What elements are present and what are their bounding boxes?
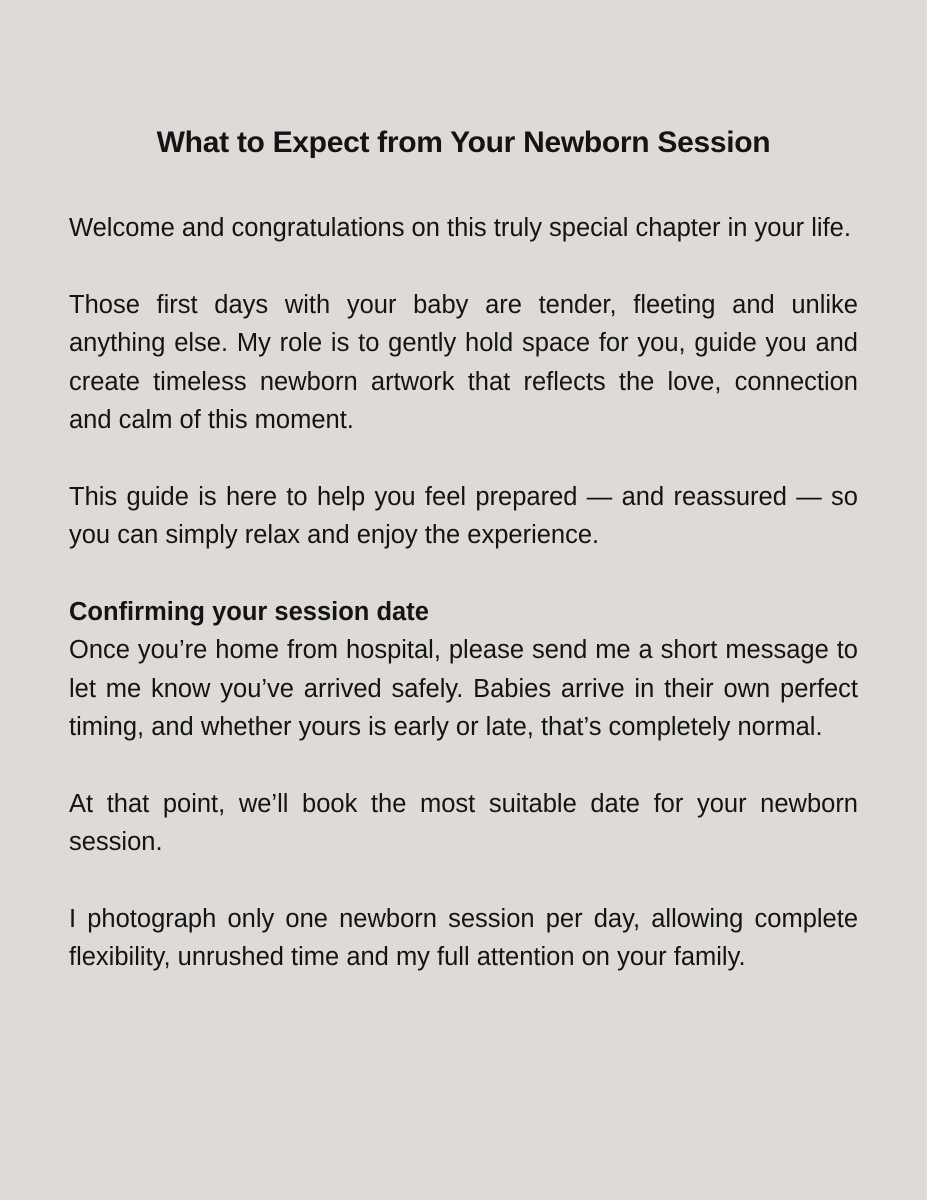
document-page [69, 118, 858, 977]
once-home-paragraph: Once you’re home from hospital, please send me a short message to let me know you’ve arrived safely. Babies arrive in their own perfect timing, and whether yours is early or late, that’s completely normal. [69, 636, 858, 741]
book-date-paragraph: At that point, we’ll book the most suitable date for your newborn session. [69, 789, 858, 856]
first-days-paragraph: Those first days with your baby are tender, fleeting and unlike anything else. My role is to gently hold space for you, guide you and create timeless newborn artwork that reflects the love, connection and calm of this moment. [69, 290, 858, 434]
section-heading: Confirming your session date [69, 597, 429, 626]
page-title: What to Expect from Your Newborn Session [156, 126, 771, 159]
one-session-paragraph: I photograph only one newborn session per day, allowing complete flexibility, unrushed time and my full attention on your family. [69, 904, 858, 971]
welcome-paragraph: Welcome and congratulations on this truly special chapter in your life. [69, 214, 851, 242]
guide-paragraph: This guide is here to help you feel prepared — and reassured — so you can simply relax and enjoy the experience. [69, 482, 858, 549]
